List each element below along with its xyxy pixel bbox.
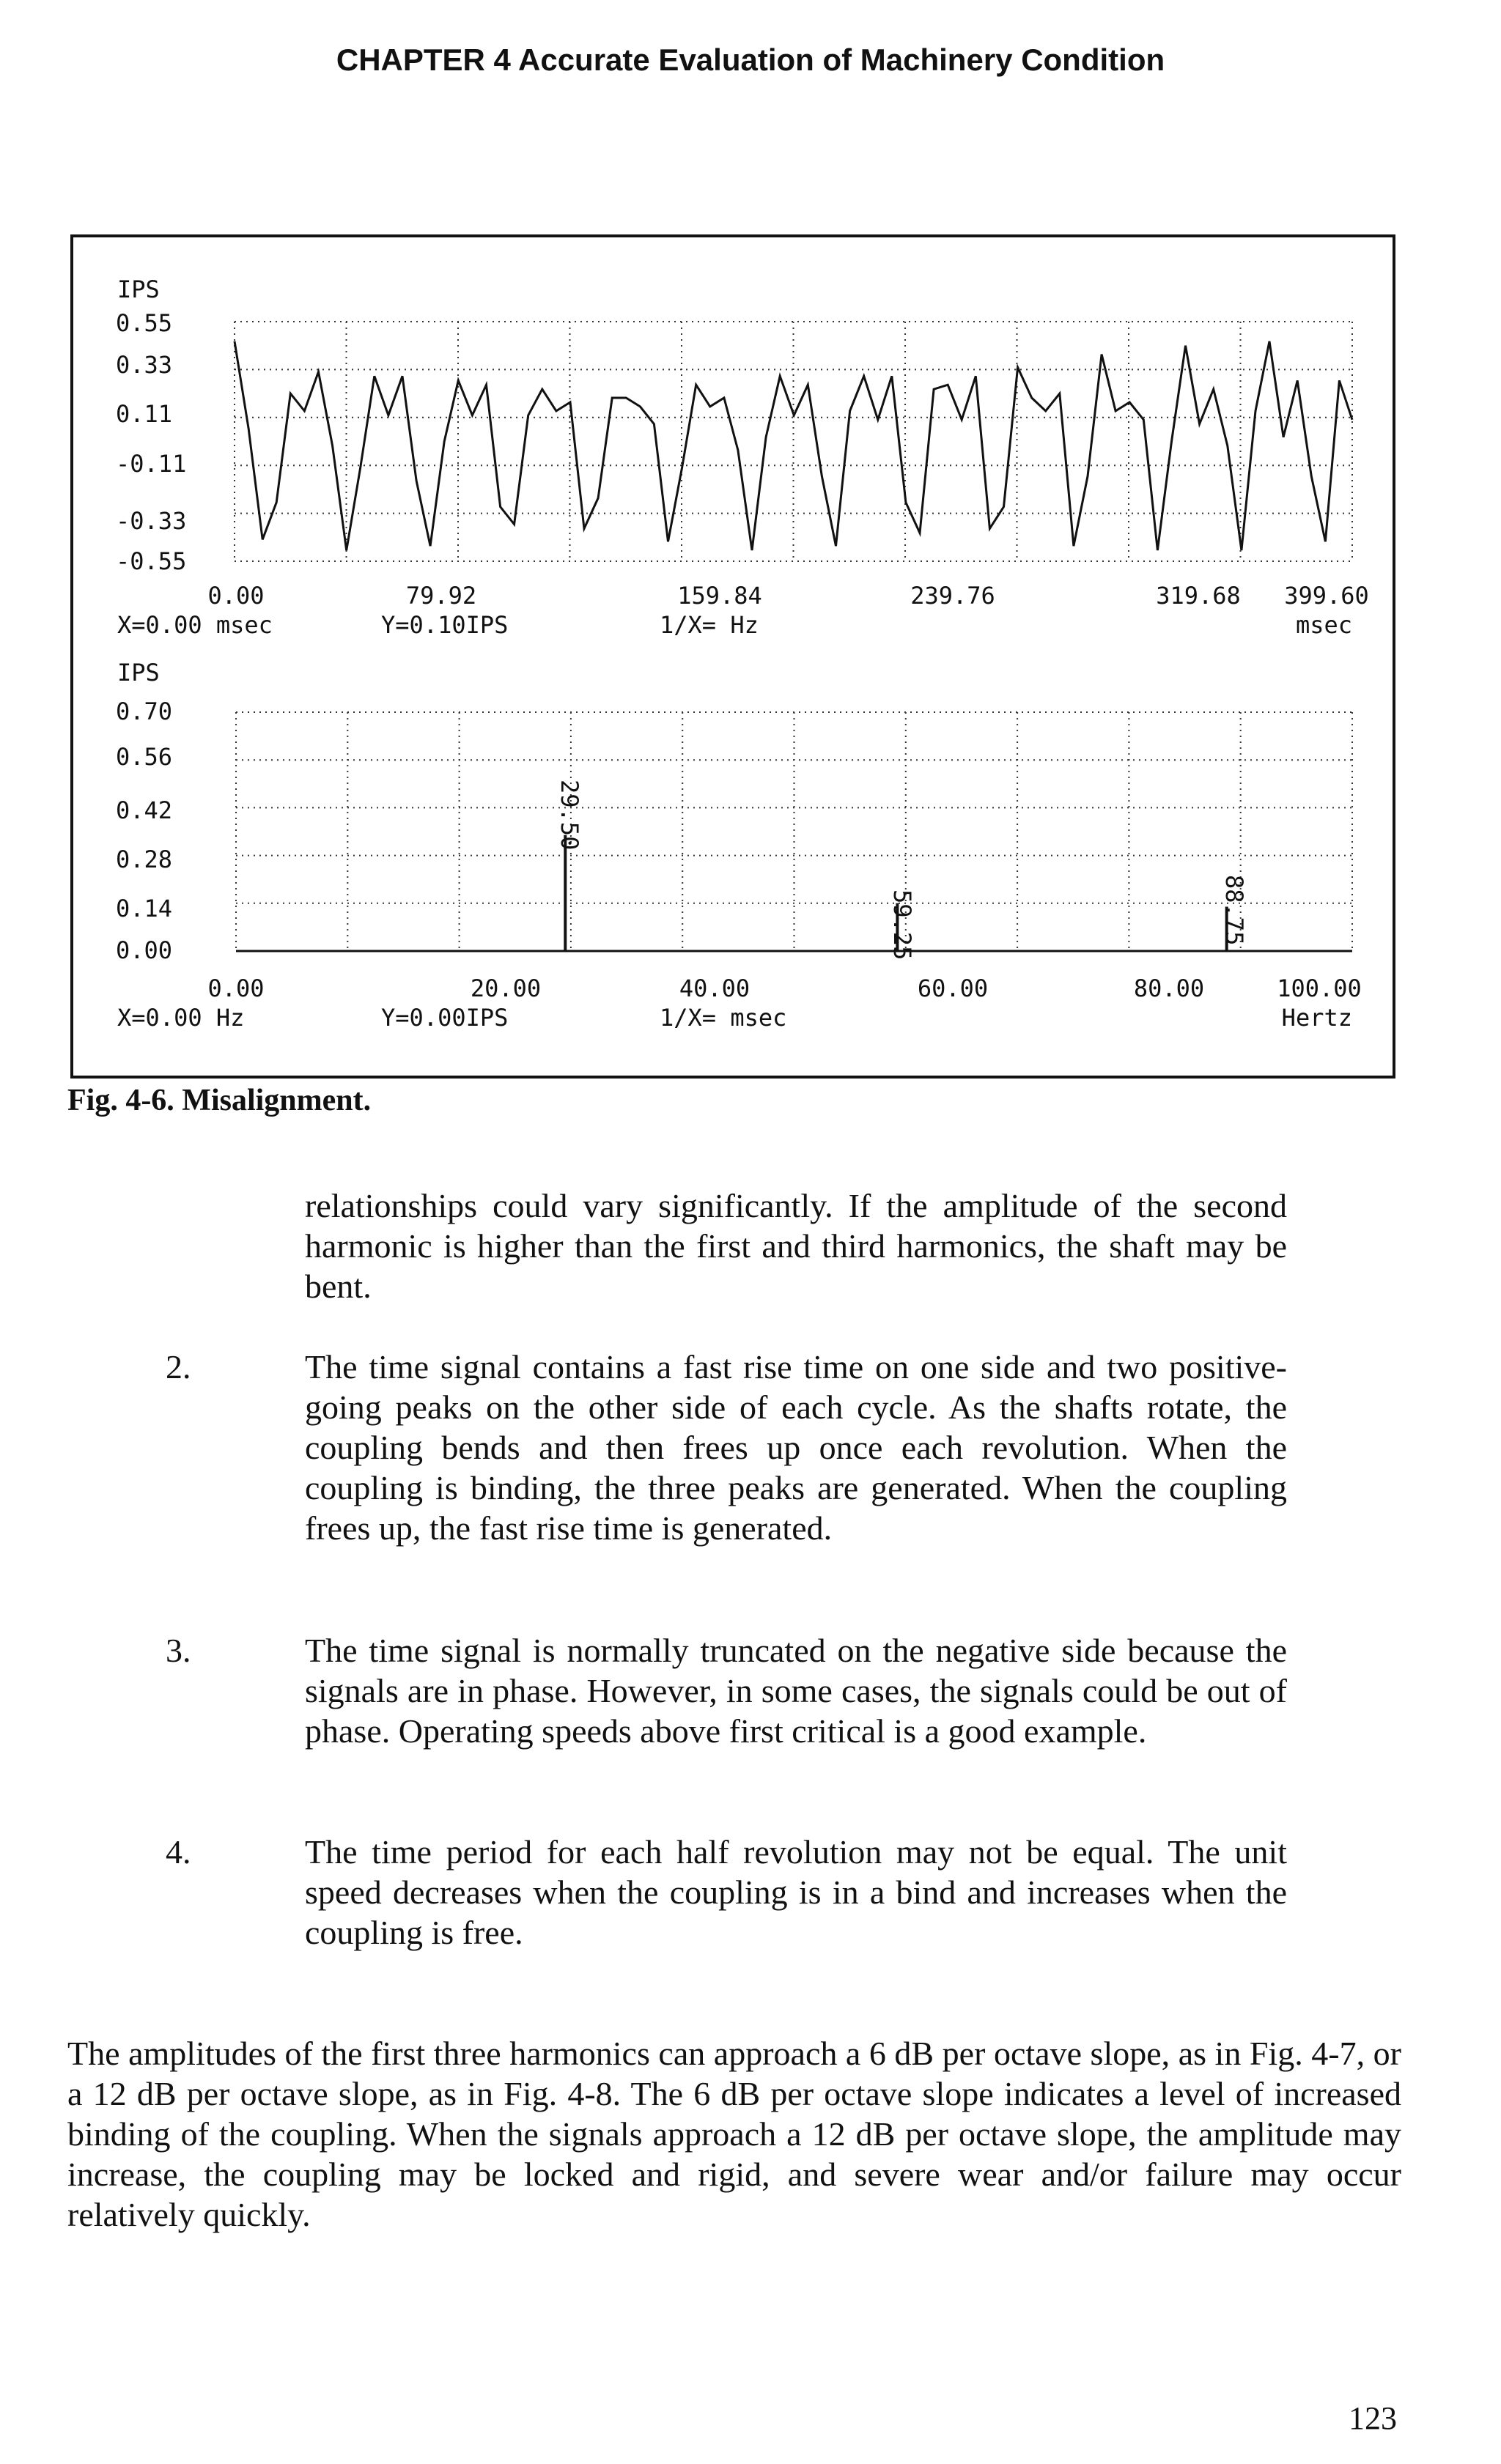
time-y-tick: -0.55: [116, 547, 187, 575]
time-x-tick: 159.84: [677, 582, 762, 610]
spectrum-peak-labels: [556, 780, 1248, 960]
time-y-tick: -0.33: [116, 507, 187, 535]
list-item-text: relationships could vary significantly. If the amplitude of the second harmonic is higher than the first and third harmonics, the shaft may be bent.: [305, 1187, 1287, 1305]
spectrum-plot-grid: [236, 712, 1352, 951]
time-cursor-x-readout: X=0.00 msec: [117, 611, 273, 639]
figure-plots: [73, 237, 1393, 1076]
figure-caption: Fig. 4-6. Misalignment.: [67, 1084, 372, 1117]
time-x-tick: 399.60: [1284, 582, 1369, 610]
time-x-tick: 319.68: [1156, 582, 1241, 610]
time-x-tick: 0.00: [207, 582, 265, 610]
time-cursor-y-readout: Y=0.10IPS: [381, 611, 509, 639]
list-item-number: 3.: [166, 1632, 191, 1669]
spectrum-cursor-y-readout: Y=0.00IPS: [381, 1004, 509, 1032]
spectrum-y-tick: 0.28: [116, 846, 173, 873]
spectrum-y-tick: 0.14: [116, 895, 173, 922]
time-inverse-readout: 1/X= Hz: [660, 611, 759, 639]
spectrum-x-tick: 20.00: [470, 974, 542, 1002]
spectrum-x-tick: 80.00: [1133, 974, 1205, 1002]
time-plot-y-ticks: [116, 309, 186, 575]
list-item-text: The time signal contains a fast rise time on one side and two positive-going peaks on the other side of each cycle. As the shafts rotate, the coupling bends and then frees up once each revolution. When the coupling is binding, the three peaks are generated. When the coupling frees up, the fast rise time is generated.: [305, 1348, 1287, 1547]
spectrum-plot-y-ticks: [116, 698, 172, 964]
spectrum-peak-label: 88.75: [1220, 875, 1248, 946]
spectrum-y-tick: 0.70: [116, 698, 173, 725]
spectrum-x-tick: 100.00: [1277, 974, 1362, 1002]
spectrum-y-tick: 0.00: [116, 936, 173, 964]
spectrum-plot-x-ticks: [207, 974, 1361, 1002]
time-y-tick: 0.55: [116, 309, 173, 337]
spectrum-y-tick: 0.56: [116, 743, 173, 771]
spectrum-y-tick: 0.42: [116, 796, 173, 824]
running-header: CHAPTER 4 Accurate Evaluation of Machinery Condition: [336, 42, 1165, 77]
figure-panel: [70, 234, 1395, 1079]
time-x-tick: 79.92: [405, 582, 477, 610]
list-item-text: The time signal is normally truncated on the negative side because the signals are in phase. However, in some cases, the signals could be out of phase. Operating speeds above first critical is a good example.: [305, 1632, 1287, 1750]
spectrum-x-tick: 40.00: [679, 974, 750, 1002]
spectrum-peak-label: 29.50: [556, 780, 583, 851]
body-paragraph: The amplitudes of the first three harmonics can approach a 6 dB per octave slope, as in Fig. 4-7, or a 12 dB per octave slope, as in Fig. 4-8. The 6 dB per octave slope indicates a level of increased binding of the coupling. When the signals approach a 12 dB per octave slope, the amplitude may increase, the coupling may be locked and rigid, and severe wear and/or failure may occur relatively quickly.: [67, 2035, 1401, 2233]
page-number: 123: [1349, 2400, 1397, 2436]
time-y-tick: 0.11: [116, 400, 173, 428]
spectrum-x-tick: 0.00: [207, 974, 265, 1002]
spectrum-x-tick: 60.00: [917, 974, 989, 1002]
time-plot-unit: IPS: [117, 275, 160, 303]
time-x-tick: 239.76: [910, 582, 995, 610]
spectrum-plot-unit: IPS: [117, 659, 160, 687]
spectrum-x-unit: Hertz: [1281, 1004, 1352, 1032]
spectrum-cursor-x-readout: X=0.00 Hz: [117, 1004, 245, 1032]
list-item-number: 4.: [166, 1833, 191, 1871]
list-item-number: 2.: [166, 1348, 191, 1385]
spectrum-peak-label: 59.25: [888, 889, 916, 961]
time-plot-x-ticks: [207, 582, 1368, 610]
time-y-tick: 0.33: [116, 351, 173, 379]
list-item-text: The time period for each half revolution may not be equal. The unit speed decreases when the coupling is in a bind and increases when the coupling is free.: [305, 1833, 1287, 1951]
time-y-tick: -0.11: [116, 450, 187, 478]
time-x-unit: msec: [1295, 611, 1352, 639]
spectrum-inverse-readout: 1/X= msec: [660, 1004, 787, 1032]
